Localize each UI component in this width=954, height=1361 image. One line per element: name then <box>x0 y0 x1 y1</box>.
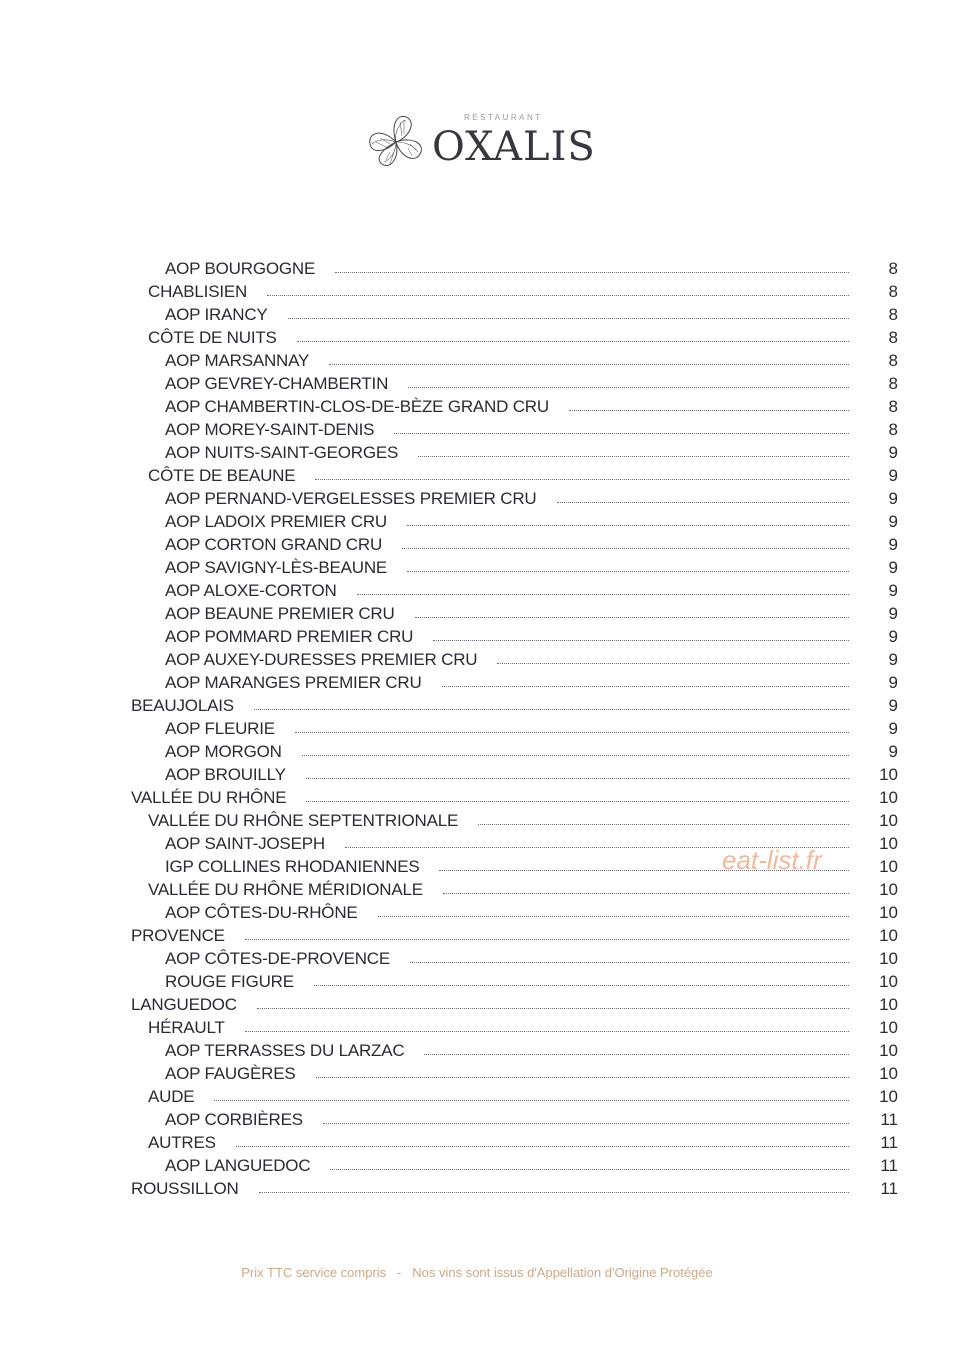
toc-page-number: 9 <box>888 535 898 554</box>
toc-row <box>0 556 954 579</box>
toc-label: VALLÉE DU RHÔNE <box>131 788 287 807</box>
toc-row <box>0 303 954 326</box>
dot-leader <box>323 1123 849 1124</box>
dot-leader <box>306 778 849 779</box>
dot-leader <box>245 1031 849 1032</box>
dot-leader <box>408 387 849 388</box>
toc-row <box>0 326 954 349</box>
toc-label: AOP MORGON <box>165 742 282 761</box>
toc-label: AOP ALOXE-CORTON <box>165 581 337 600</box>
toc-page-number: 10 <box>879 788 898 807</box>
toc-row <box>0 349 954 372</box>
dot-leader <box>557 502 849 503</box>
dot-leader <box>302 755 849 756</box>
toc-label: AOP CORTON GRAND CRU <box>165 535 383 554</box>
dot-leader <box>254 709 849 710</box>
toc-page-number: 10 <box>879 995 898 1014</box>
toc-page-number: 9 <box>888 742 898 761</box>
toc-label: AOP FAUGÈRES <box>165 1064 296 1083</box>
toc-row <box>0 510 954 533</box>
toc-page-number: 9 <box>888 627 898 646</box>
dot-leader <box>214 1100 849 1101</box>
toc-page-number: 8 <box>888 282 898 301</box>
toc-row <box>0 418 954 441</box>
toc-page-number: 10 <box>879 811 898 830</box>
toc-row <box>0 993 954 1016</box>
toc-row <box>0 671 954 694</box>
dot-leader <box>424 1054 849 1055</box>
dot-leader <box>394 433 849 434</box>
toc-page-number: 9 <box>888 696 898 715</box>
toc-row <box>0 280 954 303</box>
toc-label: AOP AUXEY-DURESSES PREMIER CRU <box>165 650 478 669</box>
toc-label: VALLÉE DU RHÔNE SEPTENTRIONALE <box>148 811 459 830</box>
toc-label: HÉRAULT <box>148 1018 225 1037</box>
toc-page-number: 10 <box>879 834 898 853</box>
toc-row <box>0 1154 954 1177</box>
footer-separator: - <box>397 1265 402 1280</box>
toc-label: AOP POMMARD PREMIER CRU <box>165 627 414 646</box>
toc-row <box>0 1085 954 1108</box>
footer-origin-note: Nos vins sont issus d'Appellation d'Origine Protégée <box>412 1265 713 1280</box>
dot-leader <box>316 1077 849 1078</box>
toc-label: PROVENCE <box>131 926 225 945</box>
toc-row <box>0 924 954 947</box>
toc-label: ROUSSILLON <box>131 1179 239 1198</box>
toc-row <box>0 694 954 717</box>
toc-row <box>0 602 954 625</box>
toc-label: AOP LADOIX PREMIER CRU <box>165 512 388 531</box>
toc-row <box>0 487 954 510</box>
toc-page-number: 9 <box>888 650 898 669</box>
dot-leader <box>259 1192 849 1193</box>
dot-leader <box>236 1146 849 1147</box>
toc-label: IGP COLLINES RHODANIENNES <box>165 857 420 876</box>
dot-leader <box>407 525 849 526</box>
table-of-contents <box>0 257 954 1200</box>
dot-leader <box>478 824 849 825</box>
toc-page-number: 9 <box>888 443 898 462</box>
toc-page-number: 9 <box>888 558 898 577</box>
dot-leader <box>442 686 849 687</box>
dot-leader <box>330 1169 849 1170</box>
toc-row <box>0 1016 954 1039</box>
dot-leader <box>433 640 849 641</box>
toc-label: AOP FLEURIE <box>165 719 275 738</box>
toc-label: AOP TERRASSES DU LARZAC <box>165 1041 405 1060</box>
dot-leader <box>378 916 849 917</box>
toc-row <box>0 1177 954 1200</box>
dot-leader <box>267 295 849 296</box>
toc-label: AOP BROUILLY <box>165 765 286 784</box>
oxalis-flower-icon <box>360 108 432 174</box>
toc-row <box>0 901 954 924</box>
dot-leader <box>315 479 849 480</box>
toc-row <box>0 648 954 671</box>
toc-row <box>0 464 954 487</box>
toc-label: AOP CÔTES-DU-RHÔNE <box>165 903 358 922</box>
toc-page-number: 9 <box>888 673 898 692</box>
toc-row <box>0 579 954 602</box>
toc-label: CÔTE DE BEAUNE <box>148 466 296 485</box>
toc-page-number: 10 <box>879 880 898 899</box>
toc-page-number: 11 <box>880 1156 898 1175</box>
toc-row <box>0 878 954 901</box>
toc-page-number: 10 <box>879 857 898 876</box>
toc-label: AOP MOREY-SAINT-DENIS <box>165 420 375 439</box>
toc-label: CÔTE DE NUITS <box>148 328 277 347</box>
toc-label: AOP SAVIGNY-LÈS-BEAUNE <box>165 558 388 577</box>
toc-page-number: 9 <box>888 581 898 600</box>
watermark: eat-list.fr <box>722 845 822 875</box>
toc-label: AOP IRANCY <box>165 305 268 324</box>
toc-row <box>0 625 954 648</box>
dot-leader <box>443 893 849 894</box>
footer <box>0 1265 954 1280</box>
toc-row <box>0 257 954 280</box>
toc-label: BEAUJOLAIS <box>131 696 234 715</box>
toc-page-number: 11 <box>880 1133 898 1152</box>
dot-leader <box>329 364 849 365</box>
toc-page-number: 9 <box>888 719 898 738</box>
toc-row <box>0 1108 954 1131</box>
toc-row <box>0 395 954 418</box>
toc-page-number: 8 <box>888 374 898 393</box>
toc-row <box>0 1062 954 1085</box>
toc-page-number: 8 <box>888 328 898 347</box>
toc-label: AUDE <box>148 1087 195 1106</box>
toc-page-number: 8 <box>888 351 898 370</box>
footer-price-note: Prix TTC service compris <box>241 1265 387 1280</box>
toc-label: AOP CHAMBERTIN-CLOS-DE-BÈZE GRAND CRU <box>165 397 549 416</box>
toc-page-number: 8 <box>888 259 898 278</box>
dot-leader <box>245 939 849 940</box>
toc-page-number: 8 <box>888 420 898 439</box>
dot-leader <box>569 410 849 411</box>
dot-leader <box>314 985 849 986</box>
toc-row <box>0 717 954 740</box>
toc-label: AOP LANGUEDOC <box>165 1156 311 1175</box>
toc-page-number: 11 <box>880 1110 898 1129</box>
dot-leader <box>306 801 849 802</box>
toc-page-number: 10 <box>879 1041 898 1060</box>
toc-page-number: 8 <box>888 305 898 324</box>
toc-page-number: 10 <box>879 765 898 784</box>
logo-name: OXALIS <box>432 124 596 170</box>
toc-page-number: 10 <box>879 1064 898 1083</box>
toc-row <box>0 1131 954 1154</box>
dot-leader <box>257 1008 849 1009</box>
toc-label: AOP CÔTES-DE-PROVENCE <box>165 949 391 968</box>
dot-leader <box>497 663 849 664</box>
toc-label: AUTRES <box>148 1133 216 1152</box>
toc-label: AOP BEAUNE PREMIER CRU <box>165 604 395 623</box>
toc-label: AOP SAINT-JOSEPH <box>165 834 325 853</box>
toc-page-number: 9 <box>888 512 898 531</box>
toc-page-number: 10 <box>879 926 898 945</box>
toc-label: AOP MARSANNAY <box>165 351 310 370</box>
toc-label: LANGUEDOC <box>131 995 237 1014</box>
dot-leader <box>288 318 849 319</box>
toc-row <box>0 809 954 832</box>
toc-page-number: 9 <box>888 604 898 623</box>
toc-label: VALLÉE DU RHÔNE MÉRIDIONALE <box>148 880 423 899</box>
toc-row <box>0 947 954 970</box>
logo-subtitle: RESTAURANT <box>464 113 543 122</box>
toc-row <box>0 441 954 464</box>
toc-row <box>0 1039 954 1062</box>
toc-page-number: 10 <box>879 1018 898 1037</box>
toc-label: AOP BOURGOGNE <box>165 259 316 278</box>
dot-leader <box>410 962 849 963</box>
toc-label: AOP MARANGES PREMIER CRU <box>165 673 422 692</box>
restaurant-logo <box>360 108 596 178</box>
toc-label: AOP GEVREY-CHAMBERTIN <box>165 374 389 393</box>
toc-page-number: 10 <box>879 949 898 968</box>
toc-page-number: 10 <box>879 903 898 922</box>
toc-row <box>0 763 954 786</box>
toc-page-number: 8 <box>888 397 898 416</box>
toc-row <box>0 970 954 993</box>
dot-leader <box>295 732 849 733</box>
toc-row <box>0 740 954 763</box>
toc-page-number: 11 <box>880 1179 898 1198</box>
toc-row <box>0 533 954 556</box>
toc-row <box>0 372 954 395</box>
dot-leader <box>418 456 849 457</box>
dot-leader <box>407 571 849 572</box>
toc-page-number: 10 <box>879 1087 898 1106</box>
toc-label: AOP PERNAND-VERGELESSES PREMIER CRU <box>165 489 537 508</box>
toc-page-number: 10 <box>879 972 898 991</box>
toc-page-number: 9 <box>888 466 898 485</box>
toc-label: AOP CORBIÈRES <box>165 1110 303 1129</box>
toc-page-number: 9 <box>888 489 898 508</box>
dot-leader <box>335 272 849 273</box>
dot-leader <box>402 548 849 549</box>
dot-leader <box>357 594 849 595</box>
toc-row <box>0 786 954 809</box>
dot-leader <box>415 617 849 618</box>
toc-label: ROUGE FIGURE <box>165 972 294 991</box>
toc-label: CHABLISIEN <box>148 282 248 301</box>
toc-label: AOP NUITS-SAINT-GEORGES <box>165 443 399 462</box>
dot-leader <box>297 341 849 342</box>
